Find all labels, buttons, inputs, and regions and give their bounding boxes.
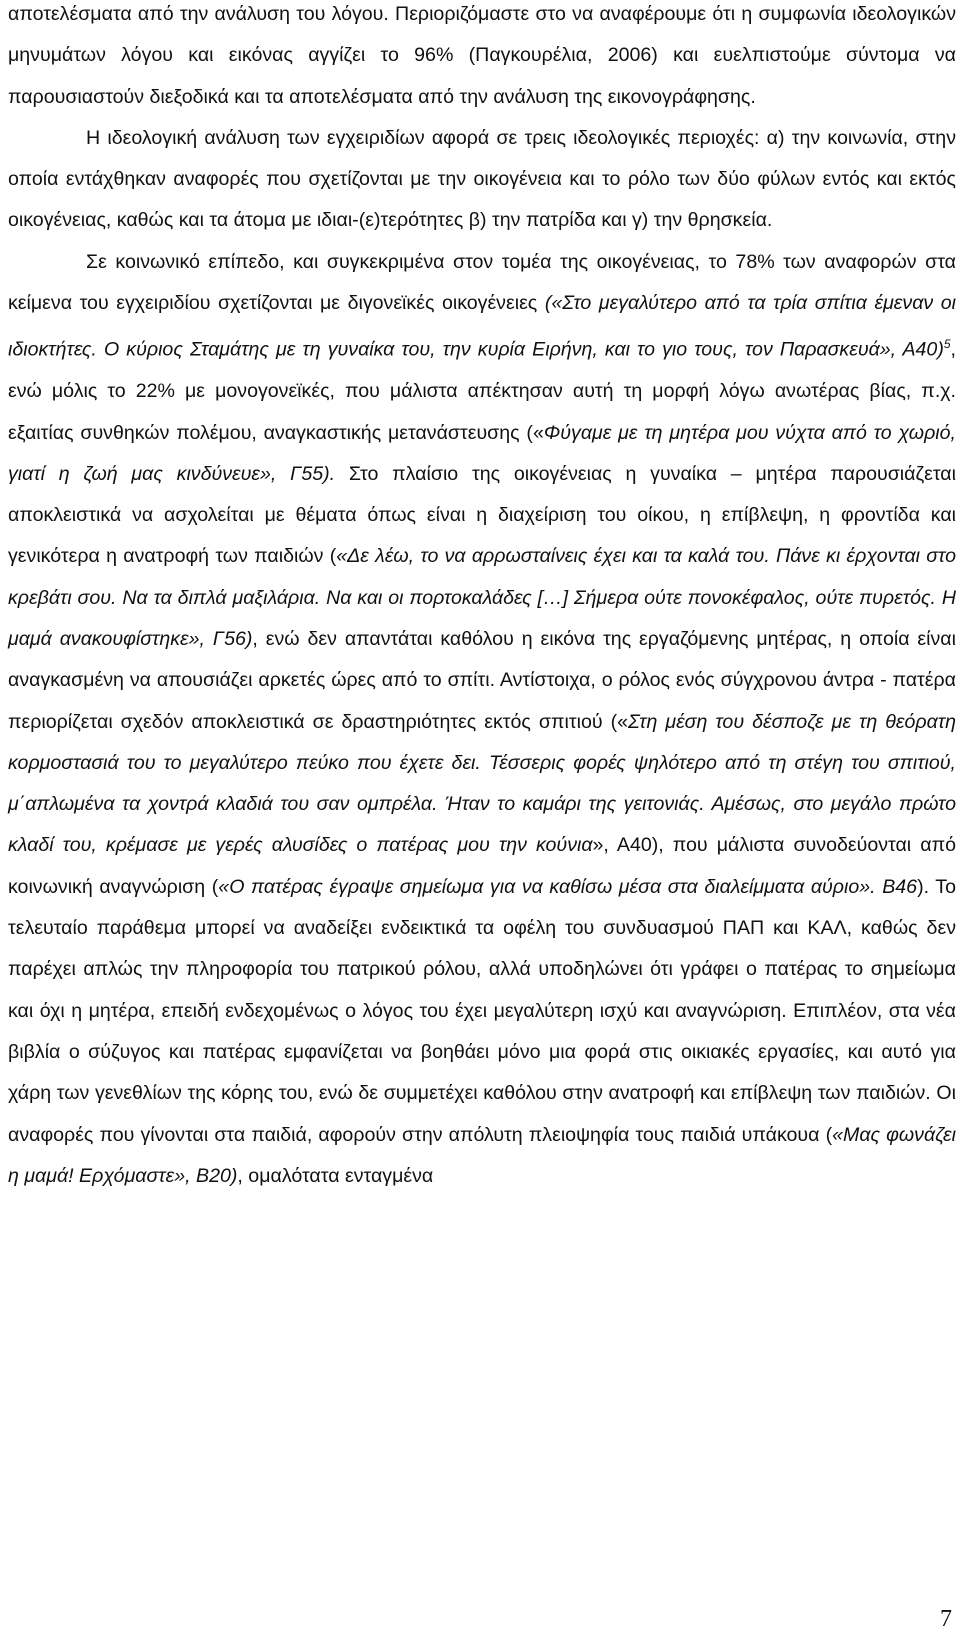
quoted-excerpt: («Στο μεγαλύτερο από τα τρία σπίτια έμεναν οι ιδιοκτήτες. Ο κύριος Σταμάτης με τη γυναίκα του, την κυρία Ειρήνη, και το γιο τους, τον Παρασκευά», Α40) — [8, 292, 956, 361]
text-run: Η ιδεολογική ανάλυση των εγχειριδίων αφορά σε τρεις ιδεολογικές περιοχές: α) την κοινωνία, στην οποία εντάχθηκαν αναφορές που σχετίζονται με την οικογένεια και το ρόλο των δύο φύλων εντός και εκτός οικογένειας, καθώς και τα άτομα με ιδιαι-(ε)τερότητες β) την πατρίδα και γ) την θρησκεία. — [8, 126, 956, 232]
text-run: ). Το τελευταίο παράθεμα μπορεί να αναδείξει ενδεικτικά τα οφέλη του συνδυασμού ΠΑΠ και ΚΑΛ, καθώς δεν παρέχει απλώς την πληροφορία του πατρικού ρόλου, αλλά υποδηλώνει ότι γράφει ο πατέρας το σημείωμα και όχι η μητέρα, επειδή ενδεχομένως ο λόγος του έχει μεγαλύτερη ισχύ και αναγνώριση. Επιπλέον, στα νέα βιβλία ο σύζυγος και πατέρας εμφανίζεται να βοηθάει μόνο μια φορά στις οικιακές εργασίες, και αυτό για χάρη των γενεθλίων της κόρης του, ενώ δε συμμετέχει καθόλου στην ανατροφή και επίβλεψη των παιδιών. Οι αναφορές που γίνονται στα παιδιά, αφορούν στην απόλυτη πλειοψηφία τους παιδιά υπάκουα ( — [8, 875, 956, 1146]
paragraph-2 — [8, 118, 956, 242]
text-run: Στο πλαίσιο της οικογένειας η γυναίκα – μητέρα παρουσιάζεται αποκλειστικά να ασχολείται με θέματα όπως είναι η διαχείριση του οίκου, η επίβλεψη, η φροντίδα και γενικότερα η ανατροφή των παιδιών ( — [8, 462, 956, 568]
paragraph-3 — [8, 242, 956, 1197]
text-run: , ενώ δεν απαντάται καθόλου η εικόνα της εργαζόμενης μητέρας, η οποία είναι αναγκασμένη να απουσιάζει αρκετές ώρες από το σπίτι. Αντίστοιχα, ο ρόλος ενός σύγχρονου άντρα - πατέρα περιορίζεται σχεδόν αποκλειστικά σε δραστηριότητες εκτός σπιτιού (« — [8, 627, 956, 733]
footnote-ref: 5 — [943, 337, 951, 352]
quoted-excerpt: Στη μέση του δέσποζε με τη θεόρατη κορμοστασιά του το μεγαλύτερο πεύκο που έχετε δει. Τέσσερις φορές ψηλότερο από τη στέγη του σπιτιού, μ΄απλωμένα τα χοντρά κλαδιά του σαν ομπρέλα. Ήταν το καμάρι της γειτονιάς. Αμέσως, στο μεγάλο πρώτο κλαδί του, κρέμασε με γερές αλυσίδες ο πατέρας μου την κούνια — [8, 710, 956, 857]
text-run: Σε κοινωνικό επίπεδο, και συγκεκριμένα στον τομέα της οικογένειας, το 78% των αναφορών στα κείμενα του εγχειριδίου σχετίζονται με διγονεϊκές οικογένειες — [8, 250, 956, 315]
paragraph-1 — [8, 0, 956, 118]
quoted-excerpt: Φύγαμε με τη μητέρα μου νύχτα από το χωριό, γιατί η ζωή μας κινδύνευε», Γ55). — [8, 421, 956, 485]
quoted-excerpt: «Δε λέω, το να αρρωσταίνεις έχει και τα καλά του. Πάνε κι έρχονται στο κρεβάτι σου. Να τα διπλά μαξιλάρια. Να και οι πορτοκαλάδες […] Σήμερα ούτε πονοκέφαλος, ούτε πυρετός. Η μαμά ανακουφίστηκε», Γ56) — [8, 545, 957, 650]
text-run: αποτελέσματα από την ανάλυση του λόγου. Περιοριζόμαστε στο να αναφέρουμε ότι η συμφωνία ιδεολογικών μηνυμάτων λόγου και εικόνας αγγίζει το 96% (Παγκουρέλια, 2006) και ευελπιστούμε σύντομα να παρουσιαστούν διεξοδικά και τα αποτελέσματα από την ανάλυση της εικονογράφησης. — [8, 3, 956, 108]
quoted-excerpt: «Μας φωνάζει η μαμά! Ερχόμαστε», Β20) — [8, 1123, 957, 1187]
quoted-excerpt: «Ο πατέρας έγραψε σημείωμα για να καθίσω μέσα στα διαλείμματα αύριο». Β46 — [218, 875, 918, 898]
text-run: , ενώ μόλις το 22% με μονογονεϊκές, που μάλιστα απέκτησαν αυτή τη μορφή λόγω ανωτέρας βίας, π.χ. εξαιτίας συνθηκών πολέμου, αναγκαστικής μετανάστευσης (« — [8, 338, 956, 444]
text-run: », Α40), που μάλιστα συνοδεύονται από κοινωνική αναγνώριση ( — [8, 834, 956, 898]
document-page — [8, 0, 956, 1197]
text-run: , ομαλότατα ενταγμένα — [237, 1164, 434, 1187]
page-number: 7 — [940, 1606, 952, 1632]
